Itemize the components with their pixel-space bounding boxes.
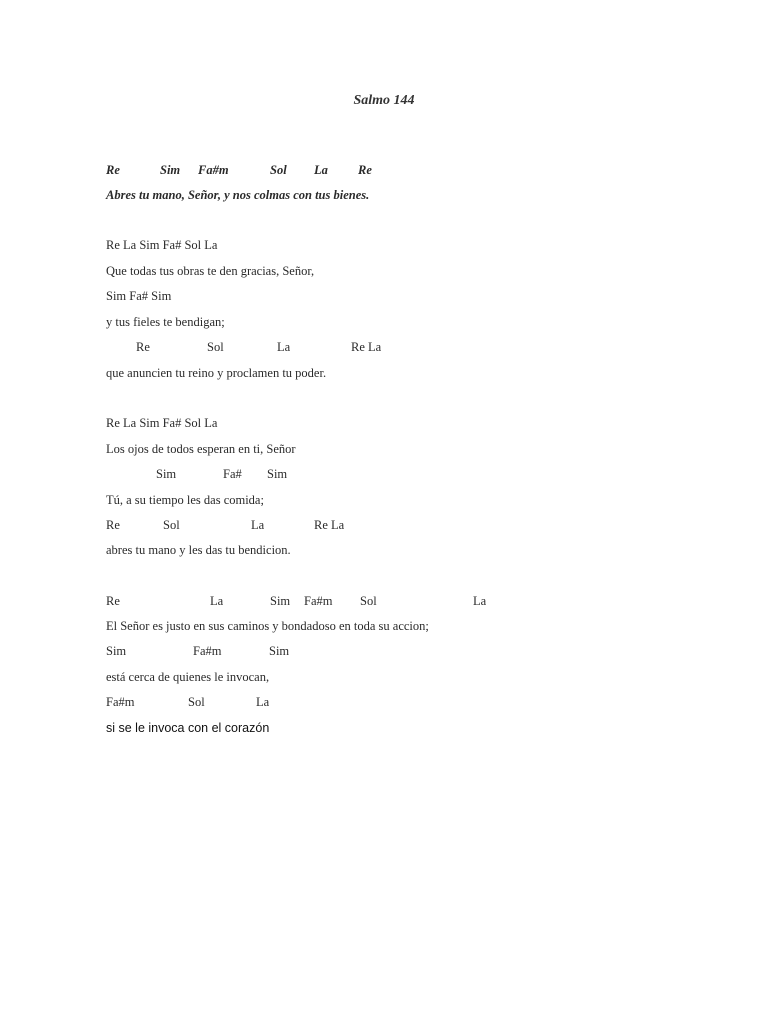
chord: Fa#m (193, 644, 222, 658)
chord: Sol (188, 695, 205, 709)
page-title: Salmo 144 (353, 93, 415, 108)
lyric-line: está cerca de quienes le invocan, (106, 670, 270, 684)
chord: La (277, 340, 291, 354)
lyric-line: Que todas tus obras te den gracias, Señor, (106, 264, 315, 278)
chord: La (314, 163, 328, 177)
chord-line (106, 592, 706, 610)
chord: Fa# (223, 467, 242, 481)
chord-line (106, 465, 706, 483)
chord: Re (106, 518, 120, 532)
chord-line: Sim Fa# Sim (106, 289, 172, 303)
chord: Sol (270, 163, 287, 177)
chord: Re (136, 340, 150, 354)
lyric-line: que anuncien tu reino y proclamen tu poder. (106, 366, 327, 380)
lyric-line: Tú, a su tiempo les das comida; (106, 493, 264, 507)
chord: La (210, 594, 224, 608)
chord: Re (358, 163, 372, 177)
chord: Sol (163, 518, 180, 532)
lyric-line: si se le invoca con el corazón (106, 721, 270, 735)
refrain-lyric-line: Abres tu mano, Señor, y nos colmas con tus bienes. (106, 188, 370, 202)
lyric-line: Los ojos de todos esperan en ti, Señor (106, 442, 296, 456)
chord-line: Re La Sim Fa# Sol La (106, 416, 218, 430)
chord: Re (106, 594, 120, 608)
chord-line (106, 516, 706, 534)
chord: Sim (106, 644, 127, 658)
chord: Sim (269, 644, 290, 658)
chord: Sim (270, 594, 291, 608)
chord: Fa#m (198, 163, 229, 177)
chord: Fa#m (106, 695, 135, 709)
chord-line (106, 642, 706, 660)
chord: Re La (351, 340, 382, 354)
chord: Sim (267, 467, 288, 481)
chord: Sim (160, 163, 181, 177)
lyric-line: El Señor es justo en sus caminos y bondadoso en toda su accion; (106, 619, 429, 633)
lyric-line: abres tu mano y les das tu bendicion. (106, 543, 291, 557)
chord-line: Re La Sim Fa# Sol La (106, 238, 218, 252)
chord: La (251, 518, 265, 532)
chord: La (256, 695, 270, 709)
lyric-line: y tus fieles te bendigan; (106, 315, 225, 329)
chord: La (473, 594, 487, 608)
chord: Fa#m (304, 594, 333, 608)
chord: Sol (207, 340, 224, 354)
chord: Re La (314, 518, 345, 532)
chord-line (106, 338, 706, 356)
chord: Sol (360, 594, 377, 608)
chord: Re (106, 163, 120, 177)
chord-line (106, 693, 706, 711)
chord: Sim (156, 467, 177, 481)
refrain-chord-line (106, 161, 706, 179)
